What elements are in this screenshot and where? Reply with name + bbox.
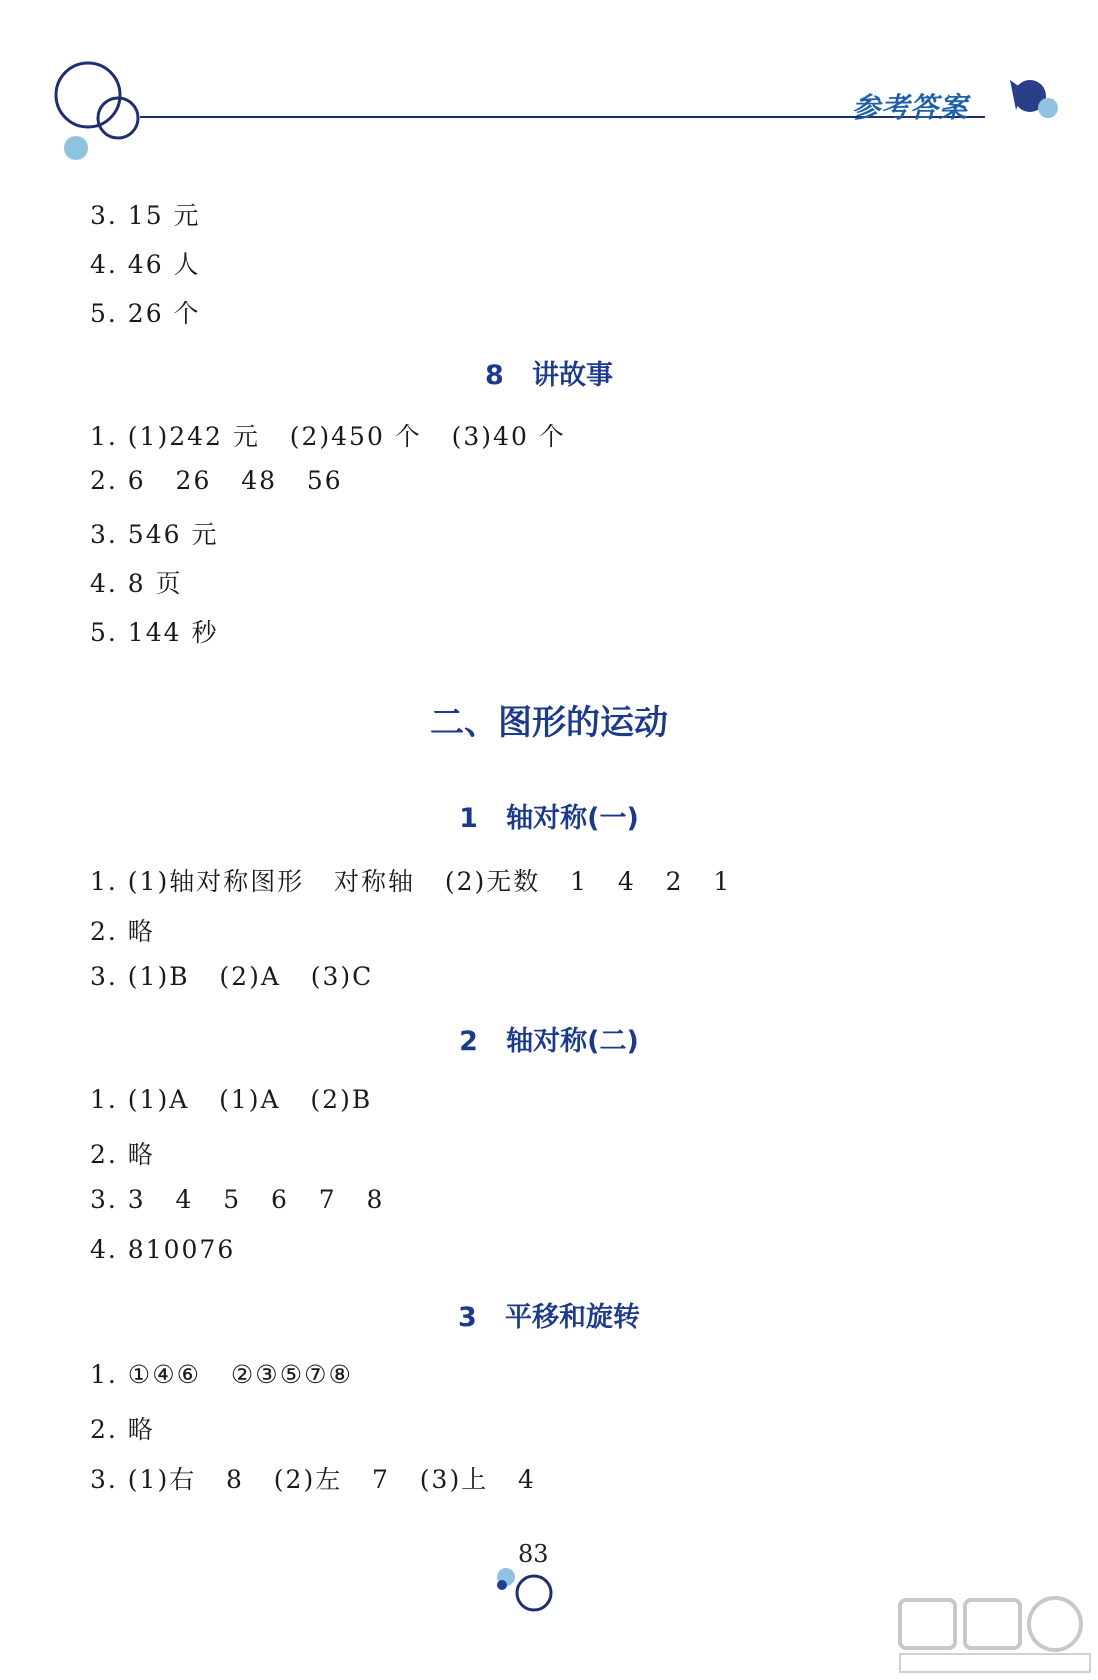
answer-line: 1. (1)242 元 (2)450 个 (3)40 个 <box>90 422 566 451</box>
answer-line: 2. 略 <box>90 1415 155 1444</box>
answer-line: 1. (1)轴对称图形 对称轴 (2)无数 1 4 2 1 <box>90 867 732 896</box>
lesson-heading: 3 平移和旋转 <box>458 1302 640 1333</box>
answer-line: 1. (1)A (1)A (2)B <box>90 1085 373 1114</box>
header-dotted-ball-icon <box>64 136 88 160</box>
answer-line: 1. ①④⑥ ②③⑤⑦⑧ <box>90 1360 353 1389</box>
answer-line: 2. 6 26 48 56 <box>90 466 343 495</box>
chapter-title: 二、图形的运动 <box>430 703 668 743</box>
footer-dot-icon <box>497 1580 507 1590</box>
answer-line: 2. 略 <box>90 917 155 946</box>
answer-line: 4. 46 人 <box>90 250 201 279</box>
answer-line: 4. 810076 <box>90 1235 236 1264</box>
watermark-logo <box>890 1590 1095 1678</box>
answer-line: 3. 15 元 <box>90 201 201 230</box>
header-title: 参考答案 <box>852 91 969 124</box>
lesson-heading: 1 轴对称(一) <box>459 803 639 834</box>
header-circle-large-icon <box>56 63 120 127</box>
lesson-heading: 8 讲故事 <box>485 360 613 391</box>
footer-decoration <box>490 1555 570 1635</box>
header-figure-icon <box>1010 80 1058 118</box>
footer-circle-icon <box>517 1576 551 1610</box>
lesson-heading: 2 轴对称(二) <box>459 1026 639 1057</box>
page-number: 83 <box>518 1540 549 1568</box>
answer-line: 3. (1)右 8 (2)左 7 (3)上 4 <box>90 1465 536 1494</box>
answer-line: 3. 3 4 5 6 7 8 <box>90 1185 385 1214</box>
answer-line: 5. 26 个 <box>90 299 201 328</box>
answer-line: 3. (1)B (2)A (3)C <box>90 962 374 991</box>
answer-line: 3. 546 元 <box>90 520 219 549</box>
answer-line: 5. 144 秒 <box>90 618 219 647</box>
answer-line: 2. 略 <box>90 1140 155 1169</box>
answer-line: 4. 8 页 <box>90 569 183 598</box>
